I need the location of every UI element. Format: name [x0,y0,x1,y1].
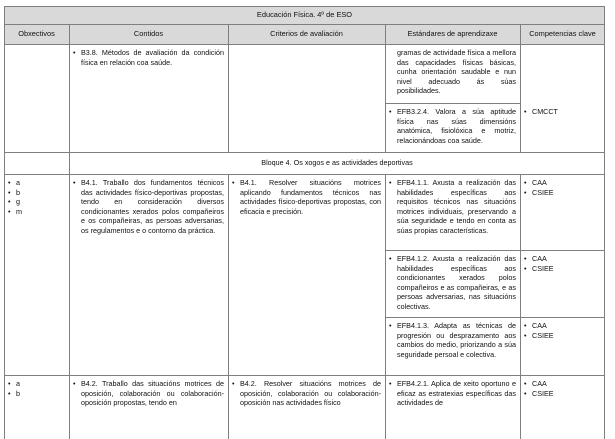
objectives-b4-2 [4,377,69,400]
divider [520,24,521,152]
list-item: • EFB4.1.2. Axusta a realización das habilidades específicas aos condicionantes xerados polos compañeiros e as compañeiras, e as persoas adversarias, nas situacións colectivas. [389,254,516,312]
list-item: • CSIEE [524,331,601,341]
divider [4,6,605,7]
divider [69,24,70,439]
divider [385,250,605,251]
divider [520,174,521,439]
divider [4,24,605,25]
divider [4,375,605,376]
divider [385,174,386,439]
divider [385,317,605,318]
competences-efb4-1-3 [520,319,605,342]
standard-efb4-1-1 [385,176,520,238]
list-item: • CSIEE [524,264,601,274]
list-item: • CSIEE [524,389,601,399]
divider [4,44,605,45]
column-header-criteria: Criterios de avaliación [228,24,385,44]
standard-efb4-1-2 [385,252,520,314]
list-item: • g [8,197,65,207]
list-item: • m [8,207,65,217]
column-header-standards: Estándares de aprendizaxe [385,24,520,44]
list-item: • B4.1. Traballo dos fundamentos técnicos das actividades físico-deportivas propostas, tendo en consideración diversos condicionantes xerados polos compañeiros e os compañeiras, as persoas adversarias, os regulamentos e o contorno da práctica. [73,178,224,236]
list-item: • EFB4.1.3. Adapta as técnicas de progresión ou desprazamento aos cambios do medio, priorizando a súa seguridade persoal e colectiva. [389,321,516,359]
standard-efb4-2-1 [385,377,520,410]
criterion-b4-1 [228,176,385,218]
list-item: • EFB4.2.1. Aplica de xeito oportuno e eficaz as estratexias específicas das actividades de [389,379,516,408]
standard-continuation: gramas de actividade física a mellora das capacidades físicas básicas, cunha orientación saudable e nun nivel adecuado ás súas posibilidades. [397,48,516,96]
list-item: • CAA [524,254,601,264]
list-item: • B4.2. Traballo das situacións motrices de oposición, colaboración ou colaboración-oposición propostas, tendo en [73,379,224,408]
column-header-competences: Competencias clave [520,24,605,44]
contents-b4-1 [69,176,228,238]
competences-efb3-2-4 [520,105,605,119]
competences-efb4-1-1 [520,176,605,199]
standard-efb4-1-3 [385,319,520,361]
divider [4,152,605,153]
list-item: • CAA [524,379,601,389]
list-item: • B3.8. Métodos de avaliación da condición física en relación coa saúde. [73,48,224,67]
divider [4,174,605,175]
contents-b3-8 [69,46,228,69]
column-header-contents: Contidos [69,24,228,44]
list-item: • a [8,178,65,188]
contents-b4-2 [69,377,228,410]
list-item: • b [8,389,65,399]
divider [604,6,605,439]
competences-efb4-1-2 [520,252,605,275]
list-item: • B4.2. Resolver situacións motrices de oposición, colaboración ou colaboración-oposición nas actividades físico [232,379,381,408]
column-header-objectives: Obxectivos [4,24,69,44]
list-item: • a [8,379,65,389]
list-item: • b [8,188,65,198]
divider [385,103,520,104]
list-item: • EFB4.1.1. Axusta a realización das habilidades específicas aos requisitos técnicos nas situacións motrices individuais, preservando a súa seguridade e tendo en conta as súas propias características. [389,178,516,236]
objectives-b4-1 [4,176,69,218]
divider [385,24,386,152]
list-item: • EFB3.2.4. Valora a súa aptitude física nas súas dimensións anatómica, fisiolóxica e motriz, relacionándoas coa saúde. [389,107,516,145]
criterion-b4-2 [228,377,385,410]
table-title: Educación Física. 4º de ESO [4,6,605,24]
divider [228,24,229,152]
standard-efb3-2-4 [385,105,520,147]
list-item: • CAA [524,178,601,188]
block-4-title: Bloque 4. Os xogos e as actividades deportivas [261,158,413,167]
divider [228,174,229,439]
divider [4,6,5,439]
list-item: • CMCCT [524,107,601,117]
list-item: • CAA [524,321,601,331]
list-item: • CSIEE [524,188,601,198]
competences-efb4-2-1 [520,377,605,400]
list-item: • B4.1. Resolver situacións motrices aplicando fundamentos técnicos nas actividades físico-deportivas propostas, con eficacia e precisión. [232,178,381,216]
